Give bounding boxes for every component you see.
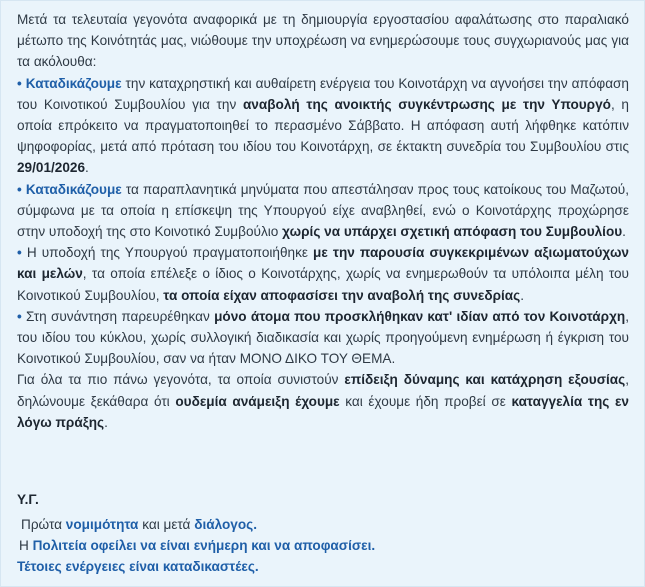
bullet-1-text-1: την καταχρηστική και αυθαίρετη ενέργεια του Κοινοτάρχη να αγνοήσει την απόφαση του Κοινοτικού Συμβουλίου για την [17,75,629,112]
closing-bold-2: ουδεμία ανάμειξη έχουμε [175,393,340,409]
bullet-3-text-2: , τα οποία επέλεξε ο ίδιος ο Κοινοτάρχης, χωρίς να ενημερωθούν τα υπόλοιπα μέλη του Κοινοτικού Συμβουλίου, [17,266,629,303]
postscript-line-3: Τέτοιες ενέργειες είναι καταδικαστέες. [17,559,259,574]
announcement-body [17,9,629,433]
closing-text-3: και έχουμε ήδη προβεί σε [339,393,512,409]
postscript-label: Υ.Γ. [17,492,39,507]
bullet-icon: • [17,181,22,197]
bullet-icon: • [17,308,22,324]
closing-bold-3: καταγγελία της εν λόγω πράξης [17,393,629,430]
postscript-line-1 [17,514,629,535]
bullet-1-lead: Καταδικάζουμε [25,75,122,91]
bullet-2-text-2: . [622,224,626,240]
postscript [17,489,629,577]
bullet-3-text-3: . [520,287,524,303]
ps1-c: και μετά [138,517,195,532]
bullet-4-text-1: Στη συνάντηση παρευρέθηκαν [21,308,215,324]
bullet-4 [17,306,629,370]
intro-text: Μετά τα τελευταία γεγονότα αναφορικά με τη δημιουργία εργοστασίου αφαλάτωσης στο παραλιακό μέτωπο της Κοινότητάς μας, νιώθουμε την υποχρέωση να ενημερώσουμε τους συγχωριανούς μας για τα ακόλουθα: [17,12,629,70]
ps1-a: Πρώτα [21,517,66,532]
bullet-2-bold-1: χωρίς να υπάρχει σχετική απόφαση του Συμβουλίου [282,224,623,240]
bullet-1-text-2: , η οποία επρόκειτο να πραγματοποιηθεί το περασμένο Σάββατο. Η απόφαση αυτή λήφθηκε κατόπιν ψηφοφορίας, μετά από πρόταση του ιδίου του Κοινοτάρχη, σε έκτακτη συνεδρία του Συμβουλίου στις [17,96,629,155]
bullet-3-bold-2: τα οποία είχαν αποφασίσει την αναβολή της συνεδρίας [163,287,521,303]
bullet-4-bold-1: μόνο άτομα που προσκλήθηκαν κατ' ιδίαν από τον Κοινοτάρχη [214,308,626,324]
ps2-a: Η [19,538,33,553]
closing-text-2: , δηλώνουμε ξεκάθαρα ότι [17,372,630,409]
bullet-3 [17,242,629,306]
bullet-2-lead: Καταδικάζουμε [25,181,122,197]
closing-text-4: . [104,414,108,430]
bullet-3-bold-1: με την παρουσία συγκεκριμένων αξιωματούχων και μελών [17,245,629,282]
postscript-line-2 [17,535,629,556]
bullet-icon: • [17,75,22,91]
bullet-2 [17,179,629,243]
bullet-1-text-3: . [85,160,89,176]
closing-paragraph [17,369,629,433]
closing-text-1: Για όλα τα πιο πάνω γεγονότα, τα οποία συνιστούν [17,372,345,388]
ps1-b: νομιμότητα [65,517,139,532]
ps1-d: διάλογος. [194,517,257,532]
bullet-1-date: 29/01/2026 [17,160,86,176]
intro-paragraph [17,9,629,73]
bullet-2-text-1: τα παραπλανητικά μηνύματα που απεστάλησαν προς τους κατοίκους του Μαζωτού, σύμφωνα με τα οποία η επίσκεψη της Υπουργού είχε αναβληθεί, ενώ ο Κοινοτάρχης προχώρησε στην υποδοχή της στο Κοινοτικό Συμβούλιο [17,181,630,240]
bullet-icon: • [17,245,22,261]
closing-bold-1: επίδειξη δύναμης και κατάχρηση εξουσίας [344,372,626,388]
bullet-1 [17,73,629,179]
ps2-b: Πολιτεία οφείλει να είναι ενήμερη και να αποφασίσει. [32,538,376,553]
bullet-3-text-1: Η υποδοχή της Υπουργού πραγματοποιήθηκε [21,245,314,261]
bullet-1-bold-1: αναβολή της ανοικτής συγκέντρωσης με την Υπουργό [242,96,611,112]
bullet-4-text-2: , του ιδίου του κύκλου, χωρίς συλλογική διαδικασία και χωρίς προηγούμενη ενημέρωση ή έγκριση του Κοινοτικού Συμβουλίου, σαν να ήταν ΜΟΝΟ ΔΙΚΟ ΤΟΥ ΘΕΜΑ. [17,308,629,367]
